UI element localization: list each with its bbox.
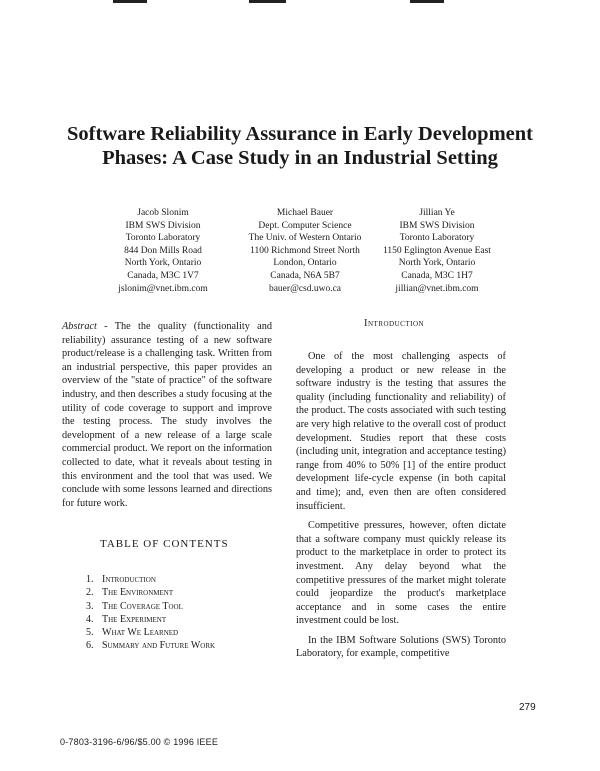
author-name: Jacob Slonim bbox=[137, 208, 189, 218]
abstract bbox=[62, 320, 272, 510]
abstract-label: Abstract - bbox=[62, 321, 108, 332]
author-city: North York, Ontario bbox=[398, 258, 476, 269]
toc-item-number: 3. bbox=[86, 600, 94, 612]
author-address: 844 Don Mills Road bbox=[124, 245, 202, 256]
author-city: London, Ontario bbox=[273, 258, 337, 269]
top-rule-2 bbox=[249, 0, 286, 3]
paper-title: Software Reliability Assurance in Early Development Phases: A Case Study in an Industrial Setting bbox=[67, 123, 533, 169]
abstract-text: The the quality (functionality and reliability) assurance testing of a new software product/release is a challenging task. Written from an industrial perspective, this paper provides an overview of the "state of practice" of the software industry, and then describes a study focusing at the utility of code coverage to support and improve the testing process. The study involves the development of a new release of a large scale commercial product. We report on the information collected to date, what it reveals about testing in this environment and the tool that was used. We conclude with some lessons learned and directions for future work. bbox=[62, 321, 272, 509]
toc-item-label: What We Learned bbox=[102, 627, 179, 639]
author-name: Jillian Ye bbox=[419, 208, 455, 218]
author-email: jillian@vnet.ibm.com bbox=[395, 283, 479, 294]
toc-item-label: The Environment bbox=[102, 587, 174, 599]
toc-item-label: Summary and Future Work bbox=[102, 640, 216, 652]
toc-item-number: 6. bbox=[86, 640, 94, 652]
author-block-1 bbox=[88, 207, 238, 295]
author-dept: The Univ. of Western Ontario bbox=[248, 233, 362, 244]
toc-item-label: The Experiment bbox=[102, 613, 167, 625]
author-org: IBM SWS Division bbox=[125, 220, 201, 231]
top-rule-3 bbox=[410, 0, 444, 3]
toc-item bbox=[86, 639, 215, 652]
author-block-3 bbox=[362, 207, 512, 295]
toc-item-label: The Coverage Tool bbox=[102, 600, 183, 612]
toc-item bbox=[86, 573, 215, 586]
toc-list bbox=[86, 573, 215, 653]
toc-item-number: 2. bbox=[86, 587, 94, 599]
author-country: Canada, N6A 5B7 bbox=[270, 270, 340, 281]
author-org: Dept. Computer Science bbox=[258, 220, 352, 231]
toc-item-label: Introduction bbox=[102, 574, 156, 585]
author-dept: Toronto Laboratory bbox=[125, 233, 201, 244]
author-city: North York, Ontario bbox=[124, 258, 202, 269]
author-name: Michael Bauer bbox=[276, 208, 334, 218]
toc-heading: TABLE OF CONTENTS bbox=[100, 538, 229, 550]
toc-item-number: 1. bbox=[86, 574, 94, 585]
author-block-2 bbox=[230, 207, 380, 295]
introduction-body bbox=[296, 350, 506, 667]
author-country: Canada, M3C 1V7 bbox=[127, 270, 199, 281]
toc-item bbox=[86, 626, 215, 639]
author-address: 1150 Eglington Avenue East bbox=[383, 245, 491, 256]
author-dept: Toronto Laboratory bbox=[399, 233, 475, 244]
intro-paragraph-3: In the IBM Software Solutions (SWS) Toronto Laboratory, for example, competitive bbox=[296, 634, 506, 660]
intro-paragraph-1: One of the most challenging aspects of developing a product or new release in the software industry is the testing that assures the quality (including functionality and reliability) of the product. The costs associated with such testing are very high relative to the overall cost of product development. Studies report that these costs (including unit, integration and acceptance testing) range from 40% to 50% [1] of the entire product development life-cycle expense (in both capital and time); and, even then are often considered insufficient. bbox=[296, 351, 506, 512]
toc-item bbox=[86, 613, 215, 626]
author-email: jslonim@vnet.ibm.com bbox=[118, 283, 208, 294]
author-country: Canada, M3C 1H7 bbox=[401, 270, 473, 281]
abstract-paragraph bbox=[62, 320, 272, 510]
top-rule-1 bbox=[113, 0, 147, 3]
author-org: IBM SWS Division bbox=[399, 220, 475, 231]
toc-item bbox=[86, 600, 215, 613]
introduction-heading: Introduction bbox=[364, 318, 425, 329]
toc-item-number: 5. bbox=[86, 627, 94, 639]
page-number: 279 bbox=[519, 702, 536, 713]
intro-paragraph-2: Competitive pressures, however, often dictate that a software company must quickly release its product to the marketplace in order to protect its investment. Any delay beyond what the competitive pressures of the market might tolerate could jeopardize the product's marketplace acceptance and in some cases the entire investment could be lost. bbox=[296, 520, 506, 627]
author-address: 1100 Richmond Street North bbox=[250, 245, 360, 256]
author-email: bauer@csd.uwo.ca bbox=[268, 283, 342, 294]
copyright-footer: 0-7803-3196-6/96/$5.00 © 1996 IEEE bbox=[60, 737, 219, 747]
toc-item-number: 4. bbox=[86, 613, 94, 625]
toc-item bbox=[86, 586, 215, 599]
